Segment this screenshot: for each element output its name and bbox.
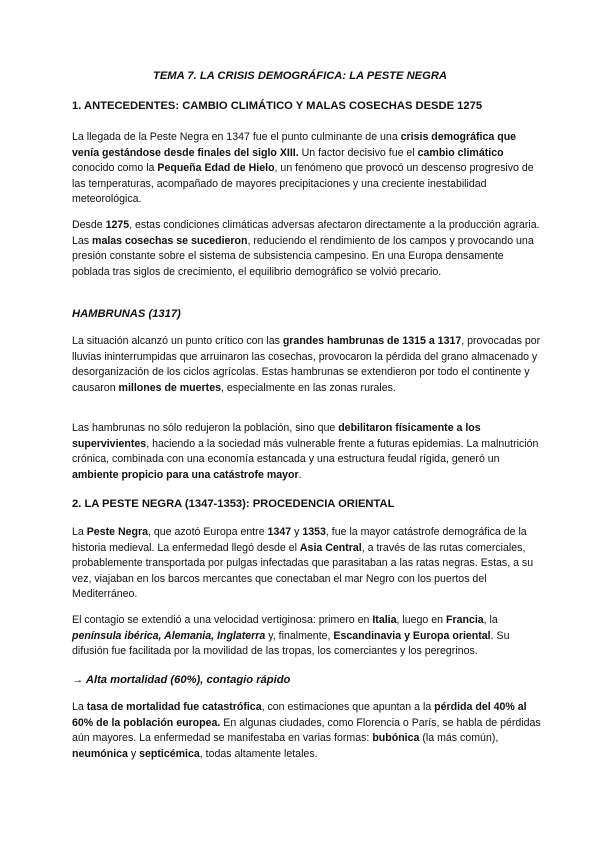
hambrunas-heading: HAMBRUNAS (1317) <box>72 308 181 320</box>
mortality-heading: → Alta mortalidad (60%), contagio rápido <box>72 674 291 686</box>
paragraph-7: La tasa de mortalidad fue catastrófica, con estimaciones que apuntan a la pérdida del 40% al 60% de la población europea. En algunas ciudades, como Florencia o París, se habla de pérdidas aún mayores. La enfermedad se manifestaba en varias formas: bubónica (la más común), neumónica y septicémica, todas altamente letales. <box>72 701 541 760</box>
section-2-heading: 2. LA PESTE NEGRA (1347-1353): PROCEDENCIA ORIENTAL <box>72 498 395 510</box>
paragraph-5: La Peste Negra, que azotó Europa entre 1347 y 1353, fue la mayor catástrofe demográfica de la historia medieval. La enfermedad llegó desde el Asia Central, a través de las rutas comerciales, probablemente transportada por pulgas infectadas que parasitaban a las ratas negras. Estas, a su vez, viajaban en los barcos mercantes que conectaban el mar Negro con los puertos del Mediterráneo. <box>72 526 534 601</box>
paragraph-2: Desde 1275, estas condiciones climáticas adversas afectaron directamente a la producción agraria. Las malas cosechas se sucedieron, reduciendo el rendimiento de los campos y provocando una presión constante sobre el sistema de subsistencia campesino. En una Europa densamente poblada tras siglos de crecimiento, el equilibrio demográfico se volvió precario. <box>72 219 540 278</box>
paragraph-6: El contagio se extendió a una velocidad vertiginosa: primero en Italia, luego en Francia, la península ibérica, Alemania, Inglaterra y, finalmente, Escandinavia y Europa oriental. Su difusión fue facilitada por la movilidad de las tropas, los comerciantes y los peregrinos. <box>72 614 510 658</box>
paragraph-1: La llegada de la Peste Negra en 1347 fue el punto culminante de una crisis demográfica que venía gestándose desde finales del siglo XIII. Un factor decisivo fue el cambio climático conocido como la Pequeña Edad de Hielo, un fenómeno que provocó un descenso progresivo de las temperaturas, acompañado de mayores precipitaciones y una creciente inestabilidad meteorológica. <box>72 131 534 206</box>
paragraph-4: Las hambrunas no sólo redujeron la población, sino que debilitaron físicamente a los supervivientes, haciendo a la sociedad más vulnerable frente a futuras epidemias. La malnutrición crónica, combinada con una economía estancada y una estructura feudal rígida, generó un ambiente propicio para una catástrofe mayor. <box>72 422 539 481</box>
document-title: TEMA 7. LA CRISIS DEMOGRÁFICA: LA PESTE NEGRA <box>153 70 447 82</box>
section-1-heading: 1. ANTECEDENTES: CAMBIO CLIMÁTICO Y MALAS COSECHAS DESDE 1275 <box>72 100 483 112</box>
paragraph-3: La situación alcanzó un punto crítico con las grandes hambrunas de 1315 a 1317, provocadas por lluvias ininterrumpidas que arruinaron las cosechas, provocaron la pérdida del grano almacenado y desorganización de los ciclos agrícolas. Estas hambrunas se extendieron por todo el continente y causaron millones de muertes, especialmente en las zonas rurales. <box>72 335 541 394</box>
